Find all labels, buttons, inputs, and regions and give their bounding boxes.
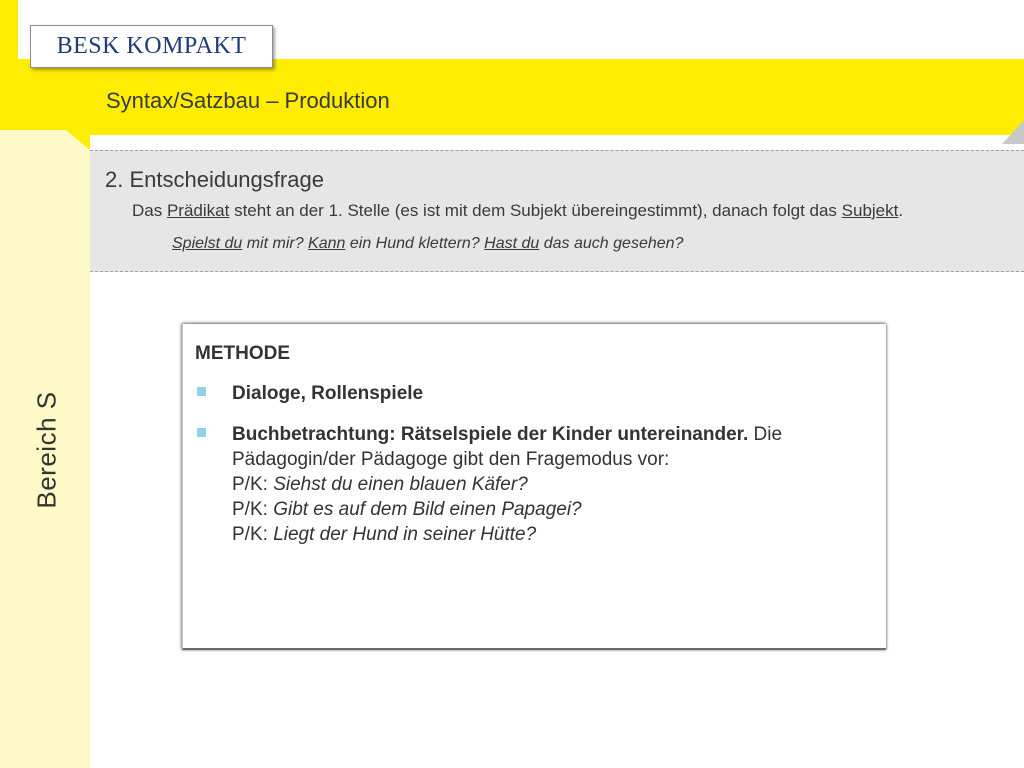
side-tab-label: Bereich S	[31, 391, 62, 509]
method-item-bold: Buchbetrachtung: Rätselspiele der Kinder untereinander.	[232, 424, 749, 445]
section-description	[132, 201, 903, 221]
term-praedikat: Prädikat	[166, 201, 230, 220]
question-prefix: P/K:	[232, 499, 274, 520]
question-text: Siehst du einen blauen Käfer?	[273, 474, 528, 495]
square-bullet-icon	[197, 387, 206, 396]
example-verb: Hast du	[484, 235, 540, 252]
example-rest: das auch gesehen?	[539, 235, 684, 252]
term-subjekt: Subjekt	[841, 201, 899, 220]
method-title: METHODE	[195, 343, 290, 364]
description-part: steht an der 1. Stelle (es ist mit dem Subjekt übereingestimmt), danach folgt das	[229, 201, 842, 220]
section-heading: 2. Entscheidungsfrage	[105, 167, 324, 192]
question-prefix: P/K:	[232, 524, 274, 545]
question-text: Gibt es auf dem Bild einen Papagei?	[273, 499, 582, 520]
left-accent-stripe	[0, 0, 18, 60]
example-verb: Spielst du	[172, 235, 243, 252]
description-part: Das	[132, 201, 167, 220]
example-verb: Kann	[308, 235, 346, 252]
example-rest: mit mir?	[242, 235, 309, 252]
page-title: Syntax/Satzbau – Produktion	[106, 88, 390, 113]
question-prefix: P/K:	[232, 474, 274, 495]
header-fold	[66, 130, 90, 150]
method-item	[197, 381, 877, 406]
method-item-text	[232, 422, 877, 547]
method-item	[197, 422, 877, 547]
description-part: .	[898, 201, 904, 220]
example-rest: ein Hund klettern?	[345, 235, 485, 252]
brand-badge: BESK KOMPAKT	[30, 25, 273, 68]
header-fold-right	[1002, 120, 1024, 144]
method-box	[182, 324, 886, 650]
example-sentences	[172, 235, 683, 253]
square-bullet-icon	[197, 428, 206, 437]
question-text: Liegt der Hund in seiner Hütte?	[273, 524, 537, 545]
method-item-text: Dialoge, Rollenspiele	[232, 383, 424, 404]
method-item-rest: Die Pädagogin/der Pädagoge gibt den Fragemodus vor:	[232, 424, 783, 470]
